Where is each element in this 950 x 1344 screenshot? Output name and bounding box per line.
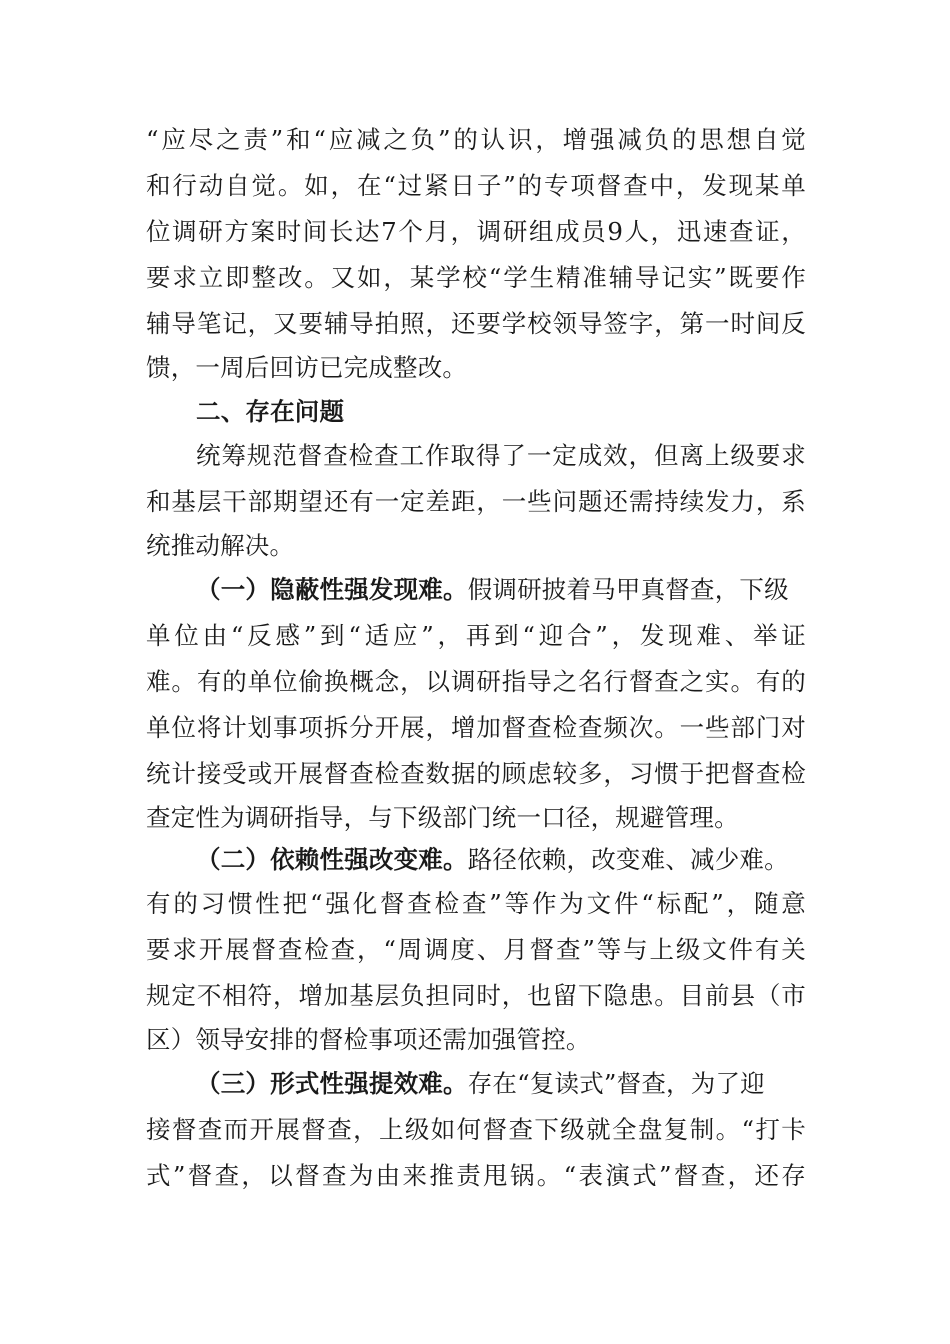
item-first-line [196, 568, 806, 612]
paragraph-line: 位调研方案时间长达7个月，调研组成员9人，迅速查证， [146, 217, 806, 246]
paragraph-line: 和行动自觉。如，在“过紧日子”的专项督查中，发现某单 [146, 171, 806, 200]
item-first-text: 假调研披着马甲真督查，下级 [467, 575, 789, 604]
paragraph-line: 式”督查，以督查为由来推责甩锅。“表演式”督查，还存 [146, 1161, 806, 1190]
paragraph-line: 难。有的单位偷换概念，以调研指导之名行督查之实。有的 [146, 667, 806, 696]
section-heading: 二、存在问题 [196, 397, 345, 426]
item-first-text: 路径依赖，改变难、减少难。 [467, 845, 789, 874]
paragraph-line: 要求开展督查检查，“周调度、月督查”等与上级文件有关 [146, 935, 806, 964]
paragraph-line: 规定不相符，增加基层负担同时，也留下隐患。目前县（市 [146, 981, 806, 1010]
item-title: （一）隐蔽性强发现难。 [196, 575, 468, 604]
item-first-line [196, 838, 806, 882]
item-title: （二）依赖性强改变难。 [196, 845, 468, 874]
paragraph-line: 馈，一周后回访已完成整改。 [146, 353, 468, 382]
item-first-text: 存在“复读式”督查，为了迎 [467, 1069, 765, 1098]
item-first-line [196, 1062, 806, 1106]
paragraph-line: 和基层干部期望还有一定差距，一些问题还需持续发力，系 [146, 487, 806, 516]
paragraph-line: 查定性为调研指导，与下级部门统一口径，规避管理。 [146, 803, 739, 832]
paragraph-line: 统筹规范督查检查工作取得了一定成效，但离上级要求 [196, 441, 806, 470]
paragraph-line: “应尽之责”和“应减之负”的认识，增强减负的思想自觉 [146, 125, 806, 154]
paragraph-line: 单位由“反感”到“适应”，再到“迎合”，发现难、举证 [146, 621, 806, 650]
paragraph-line: 辅导笔记，又要辅导拍照，还要学校领导签字，第一时间反 [146, 309, 806, 338]
paragraph-line: 统推动解决。 [146, 531, 295, 560]
paragraph-line: 有的习惯性把“强化督查检查”等作为文件“标配”，随意 [146, 889, 806, 918]
paragraph-line: 统计接受或开展督查检查数据的顾虑较多，习惯于把督查检 [146, 759, 806, 788]
paragraph-line: 单位将计划事项拆分开展，增加督查检查频次。一些部门对 [146, 713, 806, 742]
paragraph-line: 要求立即整改。又如，某学校“学生精准辅导记实”既要作 [146, 263, 806, 292]
item-title: （三）形式性强提效难。 [196, 1069, 468, 1098]
paragraph-line: 接督查而开展督查，上级如何督查下级就全盘复制。“打卡 [146, 1115, 806, 1144]
paragraph-line: 区）领导安排的督检事项还需加强管控。 [146, 1025, 591, 1054]
